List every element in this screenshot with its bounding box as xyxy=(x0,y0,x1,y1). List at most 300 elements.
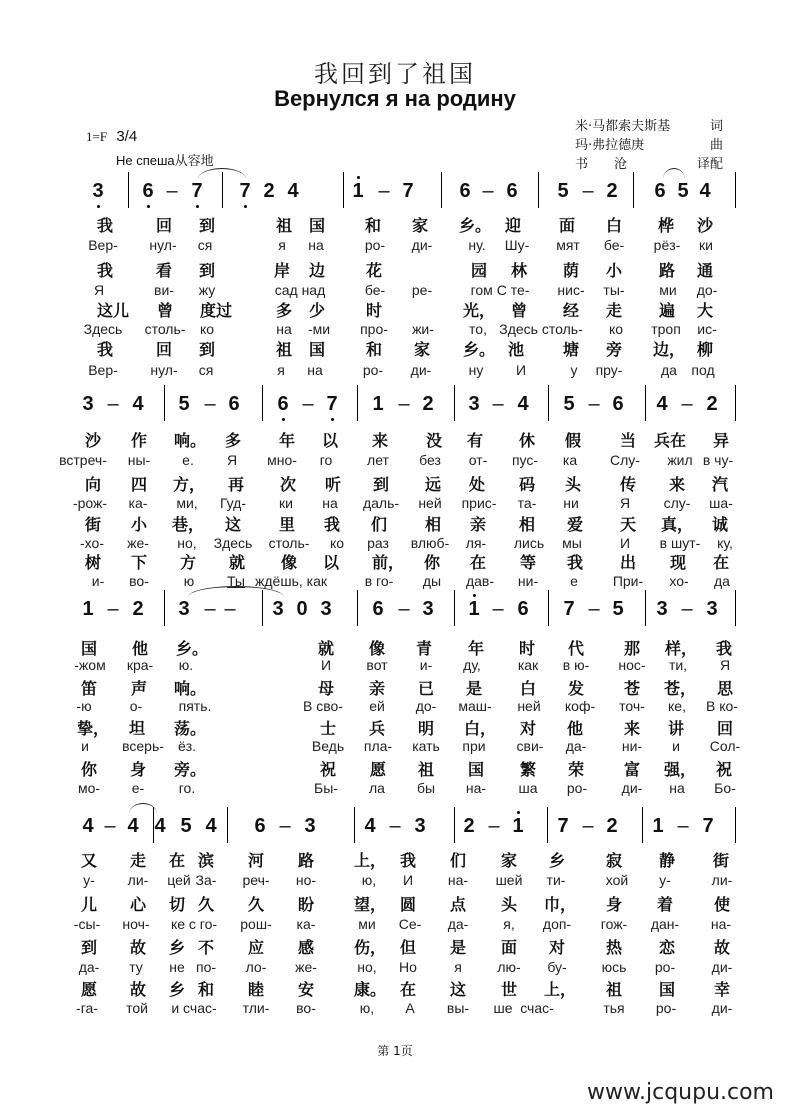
lyric-syllable: 响。 xyxy=(173,679,207,698)
lyric-syllable: 坦 xyxy=(128,719,146,738)
note: 7 xyxy=(237,180,253,202)
bar-line xyxy=(735,385,736,421)
page-number: 第 1页 xyxy=(377,1044,413,1058)
lyric-syllable: 你 xyxy=(80,760,98,779)
lyric-syllable: ка xyxy=(562,452,578,468)
lyric-syllable: ди- xyxy=(711,1000,733,1016)
lyric-syllable: Я xyxy=(93,282,105,298)
lyric-syllable: 祖 xyxy=(275,340,293,359)
lyric-syllable: 心 xyxy=(129,895,147,914)
lyric-syllable: 白 xyxy=(605,216,623,235)
note: 6 xyxy=(506,180,518,202)
note: 2 xyxy=(263,180,275,202)
lyric-syllable: 曾 xyxy=(156,301,174,320)
lyric-syllable: 荫 xyxy=(562,261,580,280)
lyric-syllable: 曾 xyxy=(510,301,528,320)
lyric-syllable: 家 xyxy=(413,340,431,359)
lyric-syllable: ю, xyxy=(361,872,377,888)
lyric-syllable: на xyxy=(276,321,292,337)
lyric-syllable: ней xyxy=(517,698,541,714)
lyric-syllable: даль- xyxy=(362,495,400,511)
dash-extension: – xyxy=(588,393,600,415)
lyric-syllable: А xyxy=(405,1000,415,1016)
lyric-syllable: ки xyxy=(699,237,713,253)
dash-extension: – xyxy=(204,598,216,620)
lyric-syllable: 小 xyxy=(130,515,148,534)
lyric-syllable: встреч- xyxy=(59,452,107,468)
lyric-syllable: по- xyxy=(195,959,217,975)
lyric-syllable: 你 xyxy=(423,553,441,572)
lyric-line-chinese xyxy=(0,213,790,235)
credit-role: 曲 xyxy=(709,138,723,153)
note: 2 xyxy=(606,180,618,202)
credit-name: 米·马都索夫斯基 xyxy=(575,119,671,134)
lyric-syllable: дав- xyxy=(465,573,495,589)
credit-role: 词 xyxy=(709,119,723,134)
lyric-syllable: ла xyxy=(369,780,385,796)
dash-extension: – xyxy=(224,598,236,620)
note: 3 xyxy=(320,598,332,620)
lyric-syllable: же- xyxy=(127,535,149,551)
lyric-syllable: 我 xyxy=(566,553,584,572)
note: 3 xyxy=(706,598,718,620)
lyric-syllable: 乡。 xyxy=(458,216,492,235)
lyric-syllable: жи- xyxy=(412,321,434,337)
lyric-syllable: 但 xyxy=(399,938,417,957)
lyric-syllable: 光， xyxy=(462,301,496,320)
lyric-syllable: во- xyxy=(129,573,149,589)
lyric-syllable: во- xyxy=(296,1000,316,1016)
lyric-syllable: 到 xyxy=(198,261,216,280)
lyric-line-chinese xyxy=(0,428,790,450)
lyric-syllable: 河 xyxy=(247,851,265,870)
lyric-syllable: ни- xyxy=(517,573,539,589)
lyric-syllable: ну. xyxy=(468,237,486,253)
note: 1 xyxy=(350,180,366,202)
lyric-syllable: 身 xyxy=(605,895,623,914)
lyric-syllable: пус- xyxy=(511,452,539,468)
dash-extension: – xyxy=(107,393,119,415)
dash-extension: – xyxy=(378,180,390,202)
lyric-syllable: -ю xyxy=(76,698,92,714)
note: 4 xyxy=(364,815,376,837)
lyric-syllable: 汽 xyxy=(711,475,729,494)
note: 1 xyxy=(82,598,94,620)
lyric-syllable: Вер- xyxy=(88,362,118,378)
lyric-syllable: 那 xyxy=(623,639,641,658)
lyric-syllable: 发 xyxy=(567,679,585,698)
lyric-syllable: И xyxy=(515,362,527,378)
lyric-syllable: 明 xyxy=(417,719,435,738)
lyric-syllable: 头 xyxy=(564,475,582,494)
lyric-syllable: ко xyxy=(199,321,215,337)
lyric-syllable: 沙 xyxy=(696,216,714,235)
lyric-syllable: 到 xyxy=(198,340,216,359)
lyric-syllable: ды xyxy=(422,573,442,589)
lyric-syllable: го. xyxy=(178,780,196,796)
lyric-syllable: 街 xyxy=(84,515,102,534)
lyric-syllable: ка- xyxy=(128,495,148,511)
credits xyxy=(575,117,723,174)
lyric-syllable: 着 xyxy=(656,895,674,914)
lyric-syllable: 休 xyxy=(518,431,536,450)
lyric-syllable: 向 xyxy=(84,475,102,494)
lyric-syllable: ди- xyxy=(711,959,733,975)
lyric-syllable: ро- xyxy=(655,1000,677,1016)
note: 4 xyxy=(132,393,144,415)
note: 5 xyxy=(180,815,192,837)
lyric-syllable: пру- xyxy=(595,362,623,378)
lyric-syllable: 乡 xyxy=(168,938,186,957)
lyric-syllable: 上， xyxy=(543,980,577,999)
lyric-syllable: нис- xyxy=(557,282,585,298)
lyric-line-russian xyxy=(0,871,790,889)
lyric-syllable: 久 xyxy=(247,895,265,914)
lyric-syllable: 桦 xyxy=(657,216,675,235)
lyric-line-russian xyxy=(0,999,790,1017)
note: 2 xyxy=(706,393,718,415)
lyric-syllable: 母 xyxy=(317,679,335,698)
lyric-syllable: мы xyxy=(562,535,582,551)
lyric-syllable: у- xyxy=(659,872,671,888)
note: 3 xyxy=(414,815,426,837)
bar-line xyxy=(357,385,358,421)
lyric-syllable: И xyxy=(402,872,414,888)
note: 2 xyxy=(422,393,434,415)
lyric-syllable: 世 xyxy=(500,980,518,999)
lyric-syllable: 这 xyxy=(449,980,467,999)
lyric-line-chinese xyxy=(0,892,790,914)
lyric-syllable: ми xyxy=(358,916,376,932)
lyric-syllable: ми, xyxy=(176,495,198,511)
lyric-syllable: 旁 xyxy=(605,340,623,359)
notes-row xyxy=(0,172,790,212)
lyric-syllable: 路 xyxy=(658,261,676,280)
note: 4 xyxy=(154,815,166,837)
note: 1 xyxy=(652,815,664,837)
lyric-syllable: 像 xyxy=(280,553,298,572)
lyric-syllable: 我 xyxy=(715,639,733,658)
lyric-syllable: Бы- xyxy=(314,780,338,796)
lyric-syllable: 走 xyxy=(605,301,623,320)
lyric-syllable: 作 xyxy=(130,431,148,450)
lyric-syllable: у- xyxy=(83,872,95,888)
lyric-syllable: 声 xyxy=(130,679,148,698)
lyric-line-russian xyxy=(0,236,790,254)
lyric-syllable: ся xyxy=(198,362,214,378)
lyric-syllable: 点 xyxy=(449,895,467,914)
lyric-syllable: 对 xyxy=(548,938,566,957)
lyric-syllable: бе- xyxy=(364,282,386,298)
note: 5 xyxy=(612,598,624,620)
lyric-syllable: доп- xyxy=(542,916,572,932)
lyric-syllable: -ми xyxy=(307,321,331,337)
lyric-syllable: 他 xyxy=(131,639,149,658)
bar-line xyxy=(735,172,736,208)
lyric-syllable: лю- xyxy=(497,959,521,975)
lyric-syllable: мо- xyxy=(77,780,101,796)
note: 4 xyxy=(517,393,529,415)
lyric-syllable: ли- xyxy=(711,872,733,888)
lyric-syllable: ей xyxy=(369,698,385,714)
lyric-syllable: 祖 xyxy=(275,216,293,235)
lyric-syllable: ноч- xyxy=(122,916,150,932)
lyric-syllable: 静 xyxy=(658,851,676,870)
lyric-syllable: 亲 xyxy=(469,515,487,534)
lyric-syllable: 上， xyxy=(353,851,387,870)
lyric-syllable: 故 xyxy=(713,938,731,957)
lyric-syllable: на- xyxy=(465,780,487,796)
page-title-cn: 我回到了祖国 xyxy=(314,60,476,88)
lyric-syllable: 我 xyxy=(96,216,114,235)
note: 4 xyxy=(205,815,217,837)
lyric-syllable: влюб- xyxy=(410,535,450,551)
lyric-syllable: 巷， xyxy=(171,515,205,534)
note: 3 xyxy=(304,815,316,837)
lyric-syllable: на- xyxy=(710,916,732,932)
lyric-syllable: 苍， xyxy=(663,679,697,698)
lyric-syllable: 久 xyxy=(197,895,215,914)
note: 6 xyxy=(228,393,240,415)
lyric-syllable: шей xyxy=(495,872,523,888)
lyric-syllable: прис- xyxy=(461,495,497,511)
lyric-syllable: 面 xyxy=(558,216,576,235)
lyric-syllable: 来 xyxy=(371,431,389,450)
lyric-syllable: 荡。 xyxy=(173,719,207,738)
lyric-syllable: та- xyxy=(517,495,537,511)
lyric-syllable: Ведь xyxy=(311,738,345,754)
lyric-syllable: 儿 xyxy=(80,895,98,914)
page-title-ru: Вернулся я на родину xyxy=(274,86,516,111)
lyric-syllable: 国 xyxy=(80,639,98,658)
lyric-syllable: 到 xyxy=(80,938,98,957)
lyric-syllable: 思 xyxy=(716,679,734,698)
lyric-syllable: ю, xyxy=(359,1000,375,1016)
lyric-line-chinese xyxy=(0,337,790,359)
lyric-syllable: 乡 xyxy=(168,980,186,999)
lyric-syllable: на xyxy=(669,780,685,796)
credit-row xyxy=(575,136,723,155)
lyric-syllable: при xyxy=(462,738,486,754)
lyric-syllable: до- xyxy=(415,698,437,714)
bar-line xyxy=(357,590,358,626)
lyric-syllable: 大 xyxy=(696,301,714,320)
lyric-syllable: рёз- xyxy=(653,237,681,253)
lyric-line-russian xyxy=(0,281,790,299)
lyric-line-russian xyxy=(0,451,790,469)
lyric-syllable: 像 xyxy=(368,639,386,658)
lyric-syllable: 天 xyxy=(619,515,637,534)
lyric-syllable: 在 xyxy=(469,553,487,572)
lyric-syllable: 我 xyxy=(323,515,341,534)
note: 5 xyxy=(178,393,190,415)
lyric-syllable: 经 xyxy=(562,301,580,320)
lyric-syllable: 异 xyxy=(712,431,730,450)
lyric-syllable: 在 xyxy=(712,553,730,572)
note: 5 xyxy=(563,393,575,415)
lyric-syllable: Ты xyxy=(227,573,245,589)
lyric-syllable: в чу- xyxy=(702,452,734,468)
lyric-syllable: ни- xyxy=(621,738,643,754)
lyric-syllable: 通 xyxy=(696,261,714,280)
bar-line xyxy=(633,172,634,208)
lyric-syllable: 度过 xyxy=(199,301,233,320)
note: 4 xyxy=(82,815,94,837)
credit-name: 书 沧 xyxy=(575,157,628,172)
lyric-syllable: на xyxy=(308,237,324,253)
octave-low-dot xyxy=(282,418,285,421)
lyric-syllable: 已 xyxy=(417,679,435,698)
lyric-line-chinese xyxy=(0,550,790,572)
lyric-syllable: ты- xyxy=(603,282,625,298)
lyric-syllable: 对 xyxy=(519,719,537,738)
lyric-syllable: 树 xyxy=(84,553,102,572)
bar-line xyxy=(128,172,129,208)
lyric-syllable: да- xyxy=(78,959,100,975)
credit-row xyxy=(575,117,723,136)
lyric-syllable: 是 xyxy=(449,938,467,957)
lyric-syllable: 多 xyxy=(224,431,242,450)
lyric-syllable: 爱 xyxy=(566,515,584,534)
lyric-syllable: ди- xyxy=(621,780,643,796)
lyric-syllable: 面 xyxy=(500,938,518,957)
lyric-syllable: 次 xyxy=(279,475,297,494)
lyric-syllable: вот xyxy=(366,657,388,673)
lyric-syllable: 苍 xyxy=(623,679,641,698)
octave-high-dot xyxy=(357,176,360,179)
lyric-syllable: 荣 xyxy=(567,760,585,779)
lyric-syllable: хой xyxy=(605,872,629,888)
lyric-syllable: 国 xyxy=(467,760,485,779)
lyric-syllable: 身 xyxy=(129,760,147,779)
lyric-syllable: мно- xyxy=(267,452,297,468)
lyric-syllable: 诚 xyxy=(711,515,729,534)
lyric-syllable: 幸 xyxy=(713,980,731,999)
bar-line xyxy=(164,385,165,421)
octave-low-dot xyxy=(97,205,100,208)
lyric-syllable: я xyxy=(454,959,462,975)
lyric-syllable: 回 xyxy=(155,340,173,359)
lyric-syllable: Я xyxy=(719,657,731,673)
lyric-syllable: точ- xyxy=(619,698,645,714)
lyric-syllable: пять. xyxy=(178,698,212,714)
lyric-syllable: 们 xyxy=(449,851,467,870)
notes-row xyxy=(0,590,790,630)
lyric-syllable: -сы- xyxy=(73,916,101,932)
lyric-syllable: 当 xyxy=(619,431,637,450)
lyric-line-chinese xyxy=(0,977,790,999)
lyric-syllable: 们 xyxy=(370,515,388,534)
note: 3 xyxy=(656,598,668,620)
lyric-syllable: бы xyxy=(416,780,436,796)
lyric-syllable: ди- xyxy=(410,362,432,378)
lyric-syllable: я xyxy=(277,362,285,378)
lyric-syllable: ли- xyxy=(127,872,149,888)
lyric-syllable: под xyxy=(691,362,715,378)
lyric-syllable: 不 xyxy=(197,938,215,957)
lyric-syllable: 遍 xyxy=(658,301,676,320)
lyric-syllable: слу- xyxy=(663,495,691,511)
lyric-syllable: 路 xyxy=(297,851,315,870)
note: 3 xyxy=(90,180,106,202)
dash-extension: – xyxy=(302,393,314,415)
bar-line xyxy=(548,590,549,626)
lyric-line-russian xyxy=(0,737,790,755)
lyric-syllable: 花 xyxy=(365,261,383,280)
lyric-syllable: в ю- xyxy=(562,657,590,673)
lyric-syllable: Но xyxy=(399,959,417,975)
lyric-syllable: 故 xyxy=(129,980,147,999)
lyric-syllable: ро- xyxy=(654,959,676,975)
lyric-syllable: е- xyxy=(131,780,145,796)
lyric-syllable: 寂 xyxy=(605,851,623,870)
lyric-syllable: реч- xyxy=(242,872,270,888)
lyric-syllable: го xyxy=(319,452,333,468)
lyric-syllable: без xyxy=(419,452,441,468)
lyric-syllable: троп xyxy=(651,321,681,337)
note: 0 xyxy=(296,598,308,620)
lyric-syllable: ю. xyxy=(178,657,194,673)
lyric-syllable: 样， xyxy=(664,639,698,658)
lyric-syllable: 和 xyxy=(365,340,383,359)
lyric-syllable: да- xyxy=(447,916,469,932)
lyric-syllable: лет xyxy=(367,452,389,468)
note: 3 xyxy=(178,598,190,620)
lyric-syllable: 就 xyxy=(317,639,335,658)
lyric-syllable: 国 xyxy=(308,340,326,359)
lyric-syllable: 听 xyxy=(324,475,342,494)
lyric-syllable: 乡。 xyxy=(175,639,209,658)
lyric-syllable: 我 xyxy=(96,340,114,359)
lyric-syllable: 乡。 xyxy=(462,340,496,359)
lyric-line-chinese xyxy=(0,848,790,870)
lyric-syllable: 再 xyxy=(227,475,245,494)
dash-extension: – xyxy=(398,598,410,620)
note: 6 xyxy=(654,180,666,202)
lyric-syllable: 白， xyxy=(463,719,497,738)
lyric-syllable: 看 xyxy=(155,261,173,280)
bar-line xyxy=(642,807,643,843)
lyric-syllable: 以 xyxy=(322,553,340,572)
lyric-syllable: Гуд- xyxy=(219,495,247,511)
lyric-syllable: ро- xyxy=(364,237,386,253)
dash-extension: – xyxy=(588,598,600,620)
note: 1 xyxy=(466,598,482,620)
dash-extension: – xyxy=(681,598,693,620)
lyric-syllable: на- xyxy=(447,872,469,888)
lyric-line-russian xyxy=(0,697,790,715)
bar-line xyxy=(645,590,646,626)
lyric-line-russian xyxy=(0,958,790,976)
note: 7 xyxy=(324,393,340,415)
bar-line xyxy=(735,590,736,626)
lyric-syllable: 有 xyxy=(466,431,484,450)
lyric-syllable: Слу- xyxy=(610,452,640,468)
lyric-syllable: 祖 xyxy=(605,980,623,999)
lyric-syllable: 到 xyxy=(198,216,216,235)
lyric-syllable: ди- xyxy=(411,237,433,253)
lyric-syllable: ко xyxy=(608,321,624,337)
lyric-syllable: 边 xyxy=(308,261,326,280)
lyric-syllable: ис- xyxy=(697,321,717,337)
lyric-syllable: 池 xyxy=(507,340,525,359)
bar-line xyxy=(454,385,455,421)
lyric-syllable: 园 xyxy=(470,261,488,280)
lyric-syllable: 多 xyxy=(275,301,293,320)
lyric-syllable: 以 xyxy=(321,431,339,450)
lyric-syllable: 家 xyxy=(411,216,429,235)
note: 4 xyxy=(127,815,139,837)
